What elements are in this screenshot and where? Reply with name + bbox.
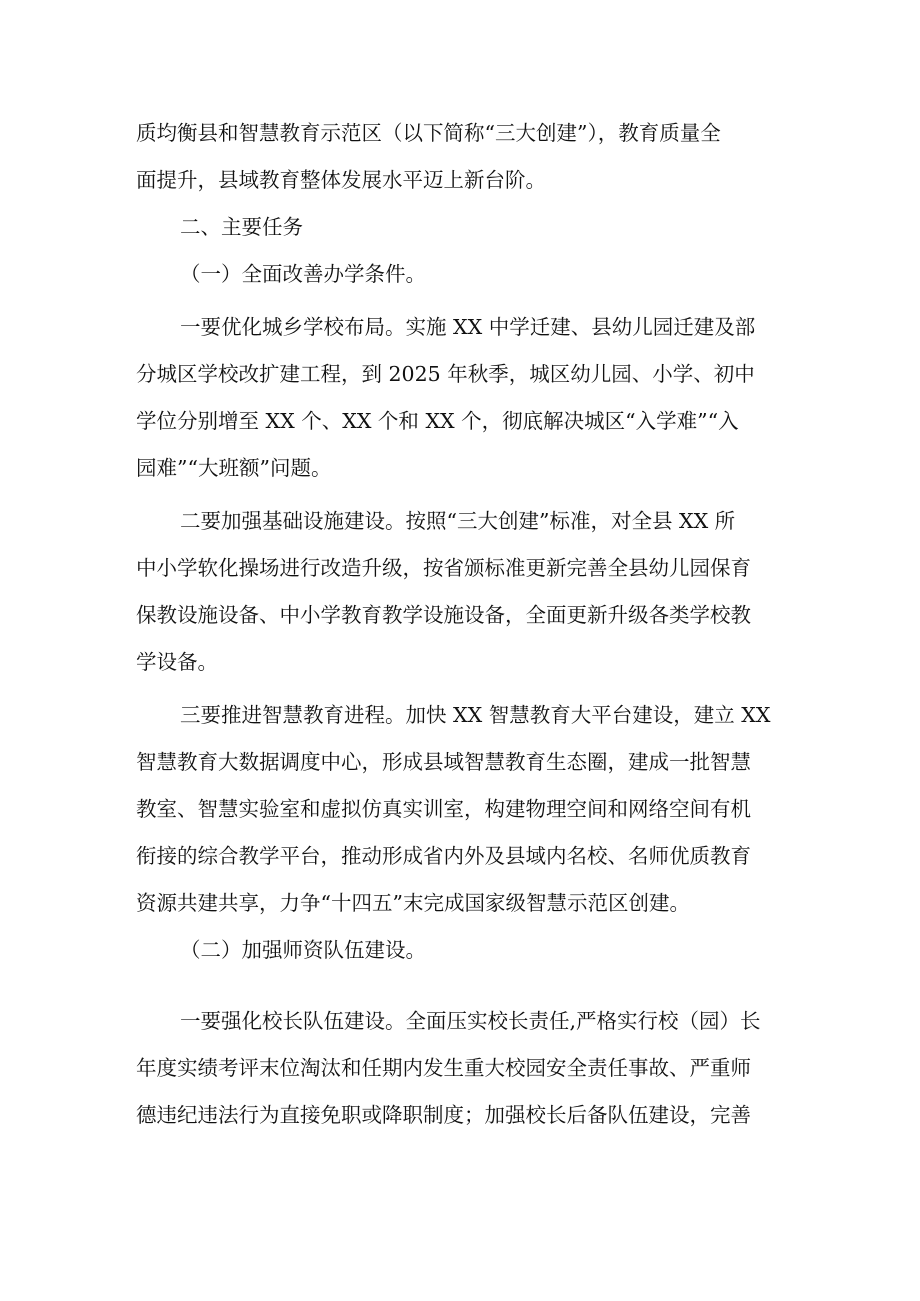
p2-line-2: 中小学软化操场进行改造升级，按省颁标准更新完善全县幼儿园保育 (136, 556, 751, 580)
section-2-title: 二、主要任务 (180, 215, 303, 239)
p2-line-4: 学设备。 (136, 650, 218, 674)
p4-line-1: 一要强化校长队伍建设。全面压实校长责任,严格实行校（园）长 (180, 1009, 761, 1033)
p3-line-3: 教室、智慧实验室和虚拟仿真实训室，构建物理空间和网络空间有机 (136, 797, 751, 821)
p2-line-1: 二要加强基础设施建设。按照“三大创建”标准，对全县 XX 所 (180, 509, 736, 533)
intro-line-1: 质均衡县和智慧教育示范区（以下简称“三大创建”），教育质量全 (136, 121, 721, 145)
p1-line-3: 学位分别增至 XX 个、XX 个和 XX 个，彻底解决城区“入学难”“入 (136, 409, 739, 433)
p3-line-2: 智慧教育大数据调度中心，形成县域智慧教育生态圈，建成一批智慧 (136, 750, 751, 774)
p3-line-5: 资源共建共享，力争“十四五”末完成国家级智慧示范区创建。 (136, 891, 690, 915)
p1-line-4: 园难”“大班额”问题。 (136, 456, 332, 480)
subsection-2-title: （二）加强师资队伍建设。 (180, 938, 426, 962)
subsection-1-title: （一）全面改善办学条件。 (180, 262, 426, 286)
p2-line-3: 保教设施设备、中小学教育教学设施设备，全面更新升级各类学校教 (136, 603, 751, 627)
p3-line-1: 三要推进智慧教育进程。加快 XX 智慧教育大平台建设，建立 XX (180, 703, 771, 727)
intro-line-2: 面提升，县域教育整体发展水平迈上新台阶。 (136, 168, 546, 192)
p1-line-1: 一要优化城乡学校布局。实施 XX 中学迁建、县幼儿园迁建及部 (180, 315, 756, 339)
p4-line-2: 年度实绩考评末位淘汰和任期内发生重大校园安全责任事故、严重师 (136, 1056, 751, 1080)
p1-line-2: 分城区学校改扩建工程，到 2025 年秋季，城区幼儿园、小学、初中 (136, 362, 755, 386)
p3-line-4: 衔接的综合教学平台，推动形成省内外及县域内名校、名师优质教育 (136, 844, 751, 868)
p4-line-3: 德违纪违法行为直接免职或降职制度；加强校长后备队伍建设，完善 (136, 1103, 751, 1127)
